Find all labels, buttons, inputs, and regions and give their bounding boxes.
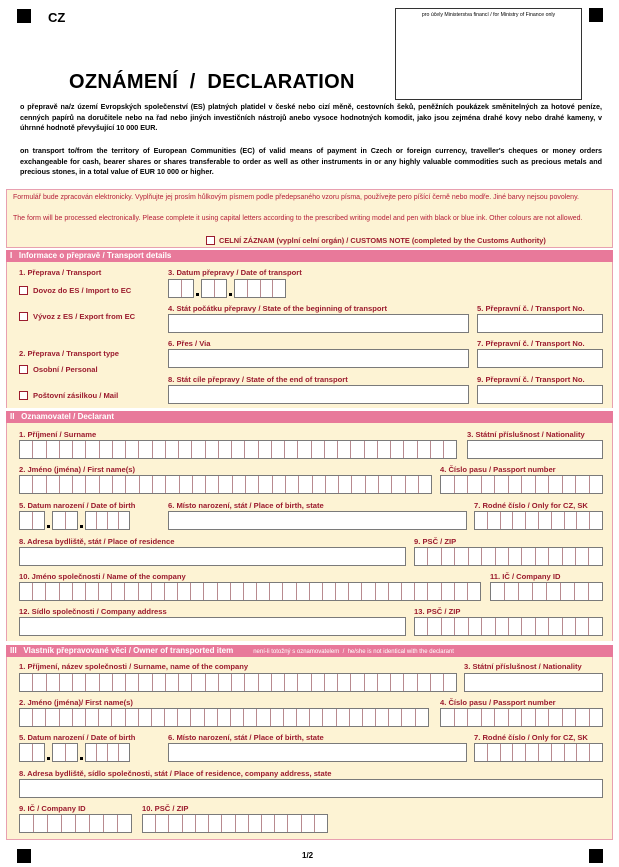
registration-mark-bottom-right <box>589 849 603 863</box>
s1-transport-no-1-field[interactable] <box>477 314 603 333</box>
s3-zip-label: 10. PSČ / ZIP <box>142 804 189 813</box>
s1-transport-no-3-label: 9. Přepravní č. / Transport No. <box>477 375 585 384</box>
ministry-box <box>395 8 582 100</box>
s3-dob-month[interactable] <box>52 743 78 762</box>
s2-company-zip-label: 13. PSČ / ZIP <box>414 607 461 616</box>
notice-box <box>6 189 613 248</box>
export-label: Vývoz z ES / Export from EC <box>33 312 136 321</box>
s2-dob-year[interactable] <box>85 511 130 530</box>
customs-note-label: CELNÍ ZÁZNAM (vyplní celní orgán) / CUSTOMS NOTE (completed by the Customs Authority) <box>219 236 546 245</box>
s2-dob-label: 5. Datum narození / Date of birth <box>19 501 136 510</box>
s2-birth-number-label: 7. Rodné číslo / Only for CZ, SK <box>474 501 588 510</box>
s3-passport-field[interactable] <box>440 708 603 727</box>
mail-label: Poštovní zásilkou / Mail <box>33 391 119 400</box>
s1-transport-no-1-label: 5. Přepravní č. / Transport No. <box>477 304 585 313</box>
intro-english: on transport to/from the territory of European Communities (EC) of valid means of payment in Czech or foreign currency, traveller's cheques or money orders exchangeable for cash, bearer shares or shares transferable to order as well as other instruments in or any highly valuable commodities such as precious metals and precious stones, in a total value of EUR 10 000 or higher. <box>20 146 602 176</box>
s2-firstname-label: 2. Jméno (jména) / First name(s) <box>19 465 136 474</box>
s3-address-label: 8. Adresa bydliště, sídlo společnosti, stát / Place of residence, company address, state <box>19 769 332 778</box>
date-separator <box>229 293 232 296</box>
s1-destination-field[interactable] <box>168 385 469 404</box>
export-checkbox[interactable] <box>19 312 28 321</box>
s1-origin-field[interactable] <box>168 314 469 333</box>
s1-transport-label: 1. Přeprava / Transport <box>19 268 102 277</box>
s1-transport-no-2-field[interactable] <box>477 349 603 368</box>
s2-passport-label: 4. Číslo pasu / Passport number <box>440 465 556 474</box>
s3-dob-label: 5. Datum narození / Date of birth <box>19 733 136 742</box>
s2-company-name-field[interactable] <box>19 582 481 601</box>
s2-zip-label: 9. PSČ / ZIP <box>414 537 457 546</box>
s3-birth-number-label: 7. Rodné číslo / Only for CZ, SK <box>474 733 588 742</box>
s2-company-name-label: 10. Jméno společnosti / Name of the company <box>19 572 186 581</box>
s2-dob-day[interactable] <box>19 511 45 530</box>
s2-dob-month[interactable] <box>52 511 78 530</box>
s2-birth-number-field[interactable] <box>474 511 603 530</box>
s1-transport-no-3-field[interactable] <box>477 385 603 404</box>
s2-zip-field[interactable] <box>414 547 603 566</box>
notice-english: The form will be processed electronically. Please complete it using capital letters according to the prescribed writing model and pen with black or blue ink. Other colours are not allowed. <box>13 215 583 222</box>
personal-checkbox[interactable] <box>19 365 28 374</box>
ministry-box-label: pro účely Ministerstva financí / for Ministry of Finance only <box>421 12 556 18</box>
s3-surname-label: 1. Příjmení, název společnosti / Surname, name of the company <box>19 662 249 671</box>
s1-via-field[interactable] <box>168 349 469 368</box>
s2-nationality-label: 3. Státní příslušnost / Nationality <box>467 430 585 439</box>
s2-birthplace-field[interactable] <box>168 511 467 530</box>
registration-mark-top-left <box>17 9 31 23</box>
s1-date-year[interactable] <box>234 279 286 298</box>
s3-surname-field[interactable] <box>19 673 457 692</box>
s3-dob-year[interactable] <box>85 743 130 762</box>
s2-surname-field[interactable] <box>19 440 457 459</box>
s3-passport-label: 4. Číslo pasu / Passport number <box>440 698 556 707</box>
section-2-header: II Oznamovatel / Declarant <box>6 411 613 423</box>
s3-zip-field[interactable] <box>142 814 328 833</box>
s2-company-zip-field[interactable] <box>414 617 603 636</box>
section-1-header: I Informace o přepravě / Transport details <box>6 250 613 262</box>
s3-dob-day[interactable] <box>19 743 45 762</box>
s1-date-month[interactable] <box>201 279 227 298</box>
s2-company-address-field[interactable] <box>19 617 406 636</box>
s2-company-address-label: 12. Sídlo společnosti / Company address <box>19 607 167 616</box>
s2-company-id-field[interactable] <box>490 582 603 601</box>
s2-firstname-field[interactable] <box>19 475 432 494</box>
s2-surname-label: 1. Příjmení / Surname <box>19 430 97 439</box>
intro-czech: o přepravě na/z území Evropských společenství (ES) platných platidel v české nebo cizí měně, cestovních šeků, peněžních poukázek směnitelných za hotové peníze, cenných papírů na doručitele nebo na řad nebo jiných investičních nástrojů anebo vysoce hodnotných komodit, jako jsou zejména drahé kovy nebo drahé kameny, v úhrnné hodnotě převyšující 10 000 EUR. <box>20 102 602 132</box>
s2-birthplace-label: 6. Místo narození, stát / Place of birth, state <box>168 501 324 510</box>
date-separator <box>196 293 199 296</box>
date-separator <box>47 525 50 528</box>
s1-via-label: 6. Přes / Via <box>168 339 211 348</box>
s3-birthplace-label: 6. Místo narození, stát / Place of birth, state <box>168 733 324 742</box>
section-3-subtitle: není-li totožný s oznamovatelem / he/she is not identical with the declarant <box>253 649 454 655</box>
s3-company-id-label: 9. IČ / Company ID <box>19 804 86 813</box>
page-number: 1/2 <box>302 851 314 860</box>
s2-address-field[interactable] <box>19 547 406 566</box>
s2-address-label: 8. Adresa bydliště, stát / Place of residence <box>19 537 175 546</box>
s1-transport-type-label: 2. Přeprava / Transport type <box>19 349 120 358</box>
page-title: OZNÁMENÍ / DECLARATION <box>69 71 355 93</box>
mail-checkbox[interactable] <box>19 391 28 400</box>
s3-nationality-field[interactable] <box>464 673 603 692</box>
s1-destination-label: 8. Stát cíle přepravy / State of the end of transport <box>168 375 348 384</box>
s3-address-field[interactable] <box>19 779 603 798</box>
s3-nationality-label: 3. Státní příslušnost / Nationality <box>464 662 582 671</box>
customs-note-checkbox[interactable] <box>206 236 215 245</box>
personal-label: Osobní / Personal <box>33 365 98 374</box>
s1-transport-no-2-label: 7. Přepravní č. / Transport No. <box>477 339 585 348</box>
s1-date-label: 3. Datum přepravy / Date of transport <box>168 268 302 277</box>
s3-company-id-field[interactable] <box>19 814 132 833</box>
country-code: CZ <box>48 10 66 25</box>
s2-company-id-label: 11. IČ / Company ID <box>490 572 561 581</box>
s1-origin-label: 4. Stát počátku přepravy / State of the beginning of transport <box>168 304 387 313</box>
s3-birth-number-field[interactable] <box>474 743 603 762</box>
registration-mark-top-right <box>589 8 603 22</box>
s1-date-day[interactable] <box>168 279 194 298</box>
import-label: Dovoz do ES / Import to EC <box>33 286 132 295</box>
s2-nationality-field[interactable] <box>467 440 603 459</box>
import-checkbox[interactable] <box>19 286 28 295</box>
s3-birthplace-field[interactable] <box>168 743 467 762</box>
section-3-title: III Vlastník přepravované věci / Owner of transported item <box>10 646 234 655</box>
notice-czech: Formulář bude zpracován elektronicky. Vyplňujte jej prosím hůlkovým písmem podle předepsaného vzoru písma, používejte pero píšící černě nebo modře. Jiné barvy nejsou povoleny. <box>13 194 579 201</box>
s2-passport-field[interactable] <box>440 475 603 494</box>
date-separator <box>80 525 83 528</box>
registration-mark-bottom-left <box>17 849 31 863</box>
date-separator <box>47 757 50 760</box>
section-3-header <box>6 645 613 657</box>
date-separator <box>80 757 83 760</box>
s3-firstname-field[interactable] <box>19 708 429 727</box>
s3-firstname-label: 2. Jméno (jména)/ First name(s) <box>19 698 133 707</box>
